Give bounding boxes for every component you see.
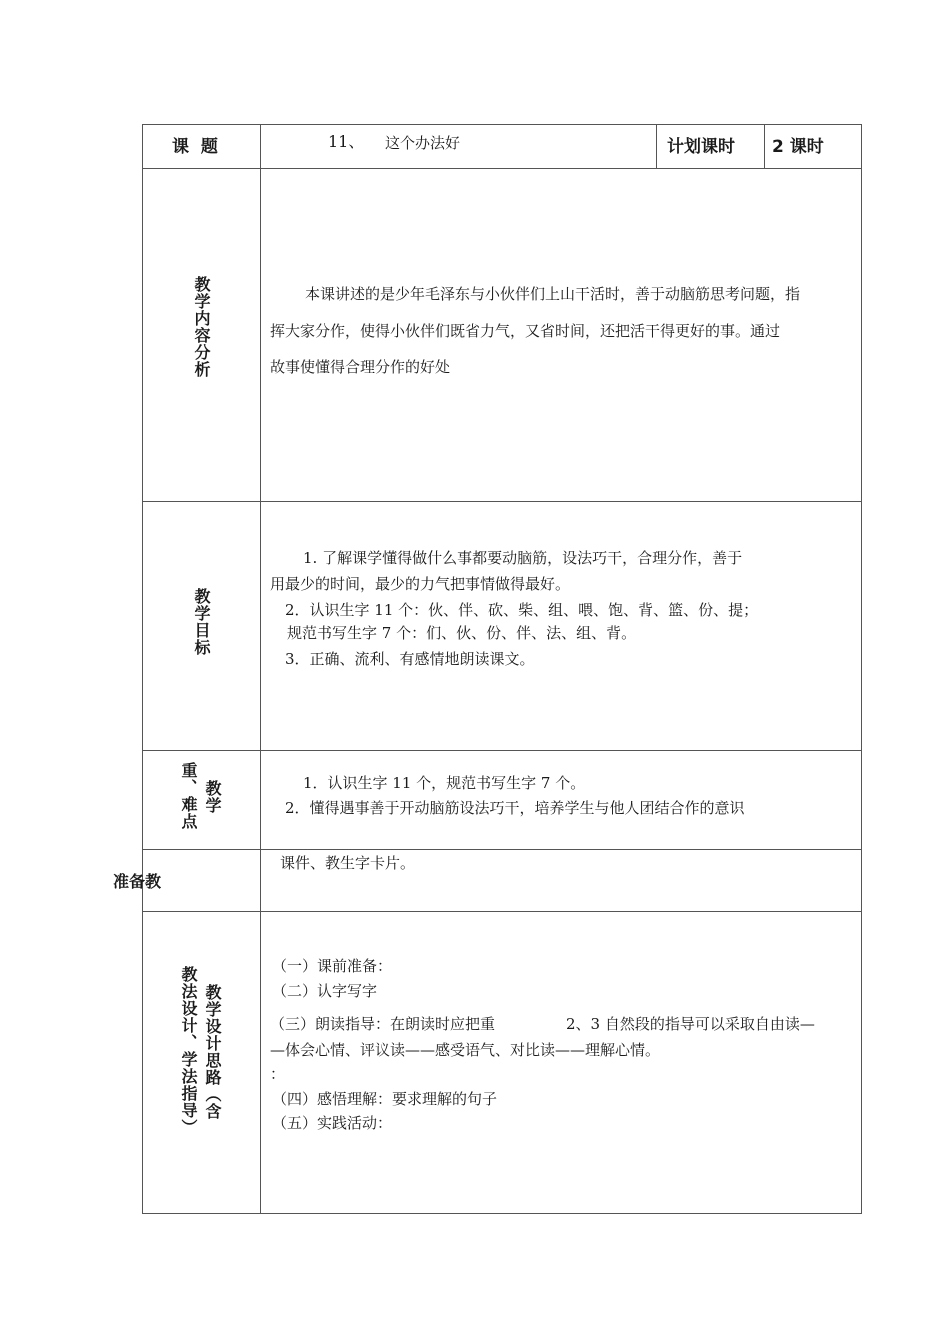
objective-line: 3．正确、流利、有感情地朗读课文。 bbox=[285, 650, 535, 668]
row-divider-5 bbox=[142, 911, 862, 912]
topic-label: 课 题 bbox=[172, 137, 218, 157]
design-label-col1: 教法设计、学法指导） bbox=[179, 966, 198, 1136]
design-line: ： bbox=[270, 1065, 286, 1083]
key-point-line: 1．认识生字 11 个，规范书写生字 7 个。 bbox=[303, 774, 586, 792]
row-divider-4 bbox=[142, 849, 862, 850]
row-divider-1 bbox=[142, 168, 862, 169]
table-border-bottom bbox=[142, 1213, 862, 1214]
key-points-label-col2: 教学 bbox=[203, 780, 222, 814]
table-border-right bbox=[861, 124, 862, 1214]
design-line: （三）朗读指导：在朗读时应把重 bbox=[270, 1015, 496, 1033]
objectives-label: 教学目标 bbox=[192, 588, 211, 656]
key-point-line: 2．懂得遇事善于开动脑筋设法巧干，培养学生与他人团结合作的意识 bbox=[285, 799, 745, 817]
objective-line: 2．认识生字 11 个：伙、伴、砍、柴、组、喂、饱、背、篮、份、提； bbox=[285, 601, 759, 619]
lesson-title: 这个办法好 bbox=[385, 134, 461, 152]
header-divider-1 bbox=[656, 124, 657, 169]
table-border-left bbox=[142, 124, 143, 1214]
key-points-label-col1: 重、难点 bbox=[179, 762, 198, 830]
design-line: （二）认字写字 bbox=[272, 982, 378, 1000]
column-divider bbox=[260, 124, 261, 1214]
design-label-col2: 教学设计思路（含 bbox=[203, 984, 222, 1120]
objective-line: 用最少的时间，最少的力气把事情做得最好。 bbox=[270, 575, 571, 593]
table-border-top bbox=[142, 124, 862, 125]
lesson-number: 11、 bbox=[328, 132, 365, 151]
header-divider-2 bbox=[764, 124, 765, 169]
planned-hours-value: 2 课时 bbox=[772, 137, 824, 157]
content-analysis-label: 教学内容分析 bbox=[192, 276, 211, 378]
row-divider-3 bbox=[142, 750, 862, 751]
planned-hours-label: 计划课时 bbox=[667, 137, 735, 157]
content-analysis-line: 本课讲述的是少年毛泽东与小伙伴们上山干活时，善于动脑筋思考问题，指 bbox=[305, 285, 801, 303]
design-line: （一）课前准备： bbox=[272, 957, 393, 975]
design-line: —体会心情、评议读——感受语气、对比读——理解心情。 bbox=[270, 1041, 661, 1059]
preparation-label: 准备教 bbox=[113, 872, 162, 891]
design-line: 2、3 自然段的指导可以采取自由读— bbox=[566, 1015, 815, 1033]
design-line: （四）感悟理解：要求理解的句子 bbox=[272, 1090, 498, 1108]
preparation-content: 课件、教生字卡片。 bbox=[280, 854, 416, 872]
content-analysis-line: 故事使懂得合理分作的好处 bbox=[270, 358, 451, 376]
objective-line: 1. 了解课学懂得做什么事都要动脑筋，设法巧干，合理分作，善于 bbox=[303, 549, 743, 567]
content-analysis-line: 挥大家分作，使得小伙伴们既省力气，又省时间，还把活干得更好的事。通过 bbox=[270, 322, 781, 340]
row-divider-2 bbox=[142, 501, 862, 502]
objective-line: 规范书写生字 7 个：们、伙、份、伴、法、组、背。 bbox=[287, 624, 637, 642]
design-line: （五）实践活动： bbox=[272, 1114, 393, 1132]
